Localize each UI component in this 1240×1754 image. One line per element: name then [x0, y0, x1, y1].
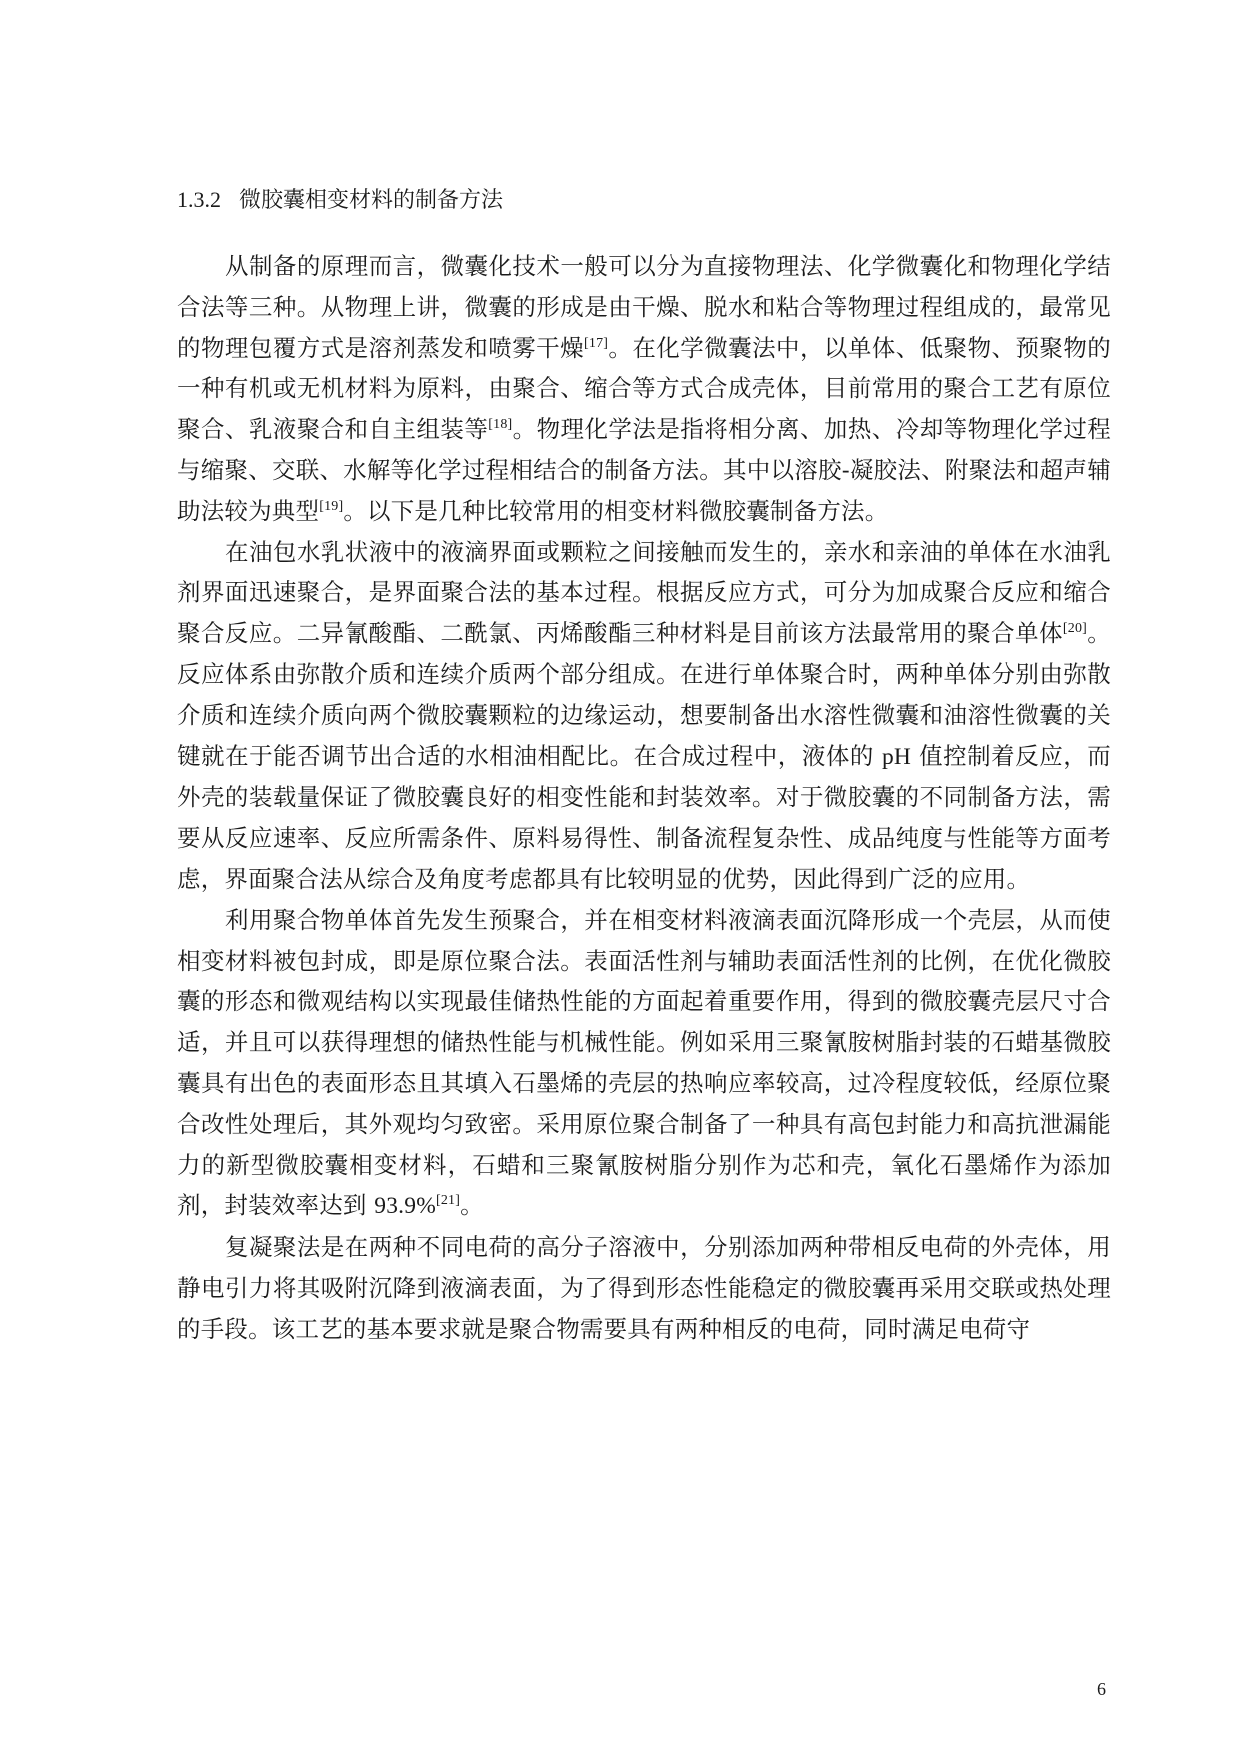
paragraph-in-situ-polymerization	[177, 900, 1111, 1227]
citation-ref: [21]	[435, 1193, 461, 1209]
body-text	[177, 246, 1111, 1350]
citation-ref: [18]	[488, 417, 513, 433]
text-span: 复凝聚法是在两种不同电荷的高分子溶液中，分别添加两种带相反电荷的外壳体，用静电引力将其吸附沉降到液滴表面，为了得到形态性能稳定的微胶囊再采用交联或热处理的手段。该工艺的基本要求就是聚合物需要具有两种相反的电荷，同时满足电荷守	[177, 1233, 1111, 1343]
paragraph-complex-coacervation	[177, 1227, 1111, 1349]
text-span: 在油包水乳状液中的液滴界面或颗粒之间接触而发生的，亲水和亲油的单体在水油乳剂界面迅速聚合，是界面聚合法的基本过程。根据反应方式，可分为加成聚合反应和缩合聚合反应。二异氰酸酯、二酰氯、丙烯酸酯三种材料是目前该方法最常用的聚合单体	[177, 537, 1111, 648]
text-span: 值控制着反应，而外壳的装载量保证了微胶囊良好的相变性能和封装效率。对于微胶囊的不同制备方法，需要从反应速率、反应所需条件、原料易得性、制备流程复杂性、成品纯度与性能等方面考虑，界面聚合法从综合及角度考虑都具有比较明显的优势，因此得到广泛的应用。	[177, 741, 1111, 893]
text-span: 利用聚合物单体首先发生预聚合，并在相变材料液滴表面沉降形成一个壳层，从而使相变材料被包封成，即是原位聚合法。表面活性剂与辅助表面活性剂的比例，在优化微胶囊的形态和微观结构以实现最佳储热性能的方面起着重要作用，得到的微胶囊壳层尺寸合适，并且可以获得理想的储热性能与机械性能。例如采用三聚氰胺树脂封装的石蜡基微胶囊具有出色的表面形态且其填入石墨烯的壳层的热响应率较高，过冷程度较低，经原位聚合改性处理后，其外观均匀致密。采用原位聚合制备了一种具有高包封能力和高抗泄漏能力的新型微胶囊相变材料，石蜡和三聚氰胺树脂分别作为芯和壳，氧化石墨烯作为添加剂，封装效率达到	[177, 905, 1111, 1220]
paragraph-methods-overview	[177, 246, 1111, 532]
page-number: 6	[1097, 1679, 1106, 1699]
citation-ref: [19]	[319, 498, 344, 514]
text-span: 。	[460, 1191, 484, 1220]
text-span: 。物理化学法是指将相分离、加热、冷却等物理化学过程与缩聚、交联、水解等化学过程相结合的制备方法。其中以溶胶-凝胶法、附聚法和超声辅助法较为典型	[177, 415, 1112, 525]
text-span: 。反应体系由弥散介质和连续介质两个部分组成。在进行单体聚合时，两种单体分别由弥散介质和连续介质向两个微胶囊颗粒的边缘运动，想要制备出水溶性微囊和油溶性微囊的关键就在于能否调节出合适的水相油相配比。在合成过程中，液体的	[177, 619, 1111, 770]
efficiency-value: 93.9%	[374, 1193, 436, 1220]
citation-ref: [20]	[1062, 621, 1088, 637]
text-span: 。在化学微囊法中，以单体、低聚物、预聚物的一种有机或无机材料为原料，由聚合、缩合等方式合成壳体，目前常用的聚合工艺有原位聚合、乳液聚合和自主组装等	[177, 333, 1111, 444]
ph-term: pH	[881, 743, 912, 770]
text-span: 从制备的原理而言，微囊化技术一般可以分为直接物理法、化学微囊化和物理化学结合法等三种。从物理上讲，微囊的形成是由干燥、脱水和粘合等物理过程组成的，最常见的物理包覆方式是溶剂蒸发和喷雾干燥	[177, 252, 1111, 362]
section-heading	[177, 185, 1077, 216]
citation-ref: [17]	[584, 335, 609, 351]
section-number: 1.3.2	[177, 187, 221, 212]
section-title: 微胶囊相变材料的制备方法	[239, 188, 504, 213]
text-span: 。以下是几种比较常用的相变材料微胶囊制备方法。	[343, 496, 889, 525]
paragraph-interfacial-polymerization	[177, 532, 1111, 900]
